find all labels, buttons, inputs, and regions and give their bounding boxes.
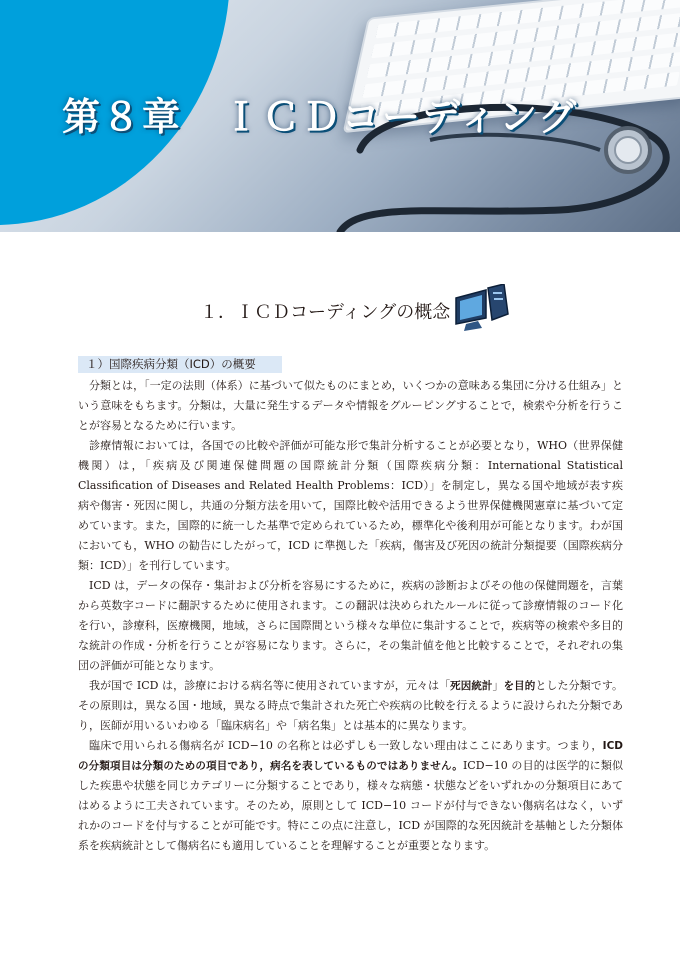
paragraph-4-bold-b: を目的 xyxy=(503,680,536,692)
chapter-header xyxy=(0,0,680,232)
subsection-heading: １）国際疾病分類（ICD）の概要 xyxy=(78,356,282,373)
paragraph-3: ICD は，データの保存・集計および分析を容易にするために，疾病の診断およびその他の保健問題を，言葉から英数字コードに翻訳するために使用されます。この翻訳は決められたルールに従って診療情報のコード化を行い，診療科，医療機関，地域，さらに国際間という様々な単位に集計することで，疾病等の検索や多目的な統計の作成・分析を行うことが容易になります。さらに，その集計値を他と比較することで，それぞれの集団の評価が可能となります。 xyxy=(78,579,623,672)
section-heading: １．ＩＣＤコーディングの概念 xyxy=(200,302,451,323)
paragraph-4 xyxy=(78,676,623,736)
paragraph-4-text-a: 我が国で ICD は，診療における病名等に使用されていますが，元々は「 xyxy=(89,679,451,692)
paragraph-4-text-c: とした分類です。その原則は，異なる国・地域，異なる時点で集計された死亡や疾病の比較を行えるように設けられた分類であり，医師が用いるいわゆる「臨床病名」や「病名集」とは基本的に異なります。 xyxy=(78,679,624,732)
paragraph-4-bold-a: 死因統計 xyxy=(450,680,493,692)
body-text xyxy=(78,376,623,856)
paragraph-1: 分類とは，「一定の法則（体系）に基づいて似たものにまとめ，いくつかの意味ある集団に分ける仕組み」という意味をもちます。分類は，大量に発生するデータや情報をグルーピングすることで，検索や分析を行うことが容易となるために行います。 xyxy=(78,379,623,432)
paragraph-5 xyxy=(78,736,623,856)
paragraph-5-text-b: ICD−10 の目的は医学的に類似した疾患や状態を同じカテゴリーに分類することであり，様々な病態・状態などをいずれかの分類項目にあてはめるように工夫されています。そのため，原則として ICD−10 コードが付与できない傷病名はなく，いずれかのコードを付与することが可能です。特にこの点に注意し，ICD が国際的な死因統計を基軸とした分類体系を疾病統計として傷病名にも適用していることを理解することが重要となります。 xyxy=(78,759,623,852)
paragraph-5-bold: ICD の分類項目は分類のための項目であり，病名を表しているものではありません。 xyxy=(78,740,623,772)
computer-icon xyxy=(452,284,512,334)
paragraph-2: 診療情報においては，各国での比較や評価が可能な形で集計分析することが必要となり，WHO（世界保健機関）は，「疾病及び関連保健問題の国際統計分類（国際疾病分類：International Statistical Classification of Diseases and Related Health Problems：ICD）」を制定し，異なる国や地域が表す疾病や傷害・死因に関し，共通の分類方法を用いて，国際比較や活用できるよう世界保健機関憲章に基づいて定めています。また，国際的に統一した基準で定められているため，標準化や後利用が可能となります。わが国においても，WHO の勧告にしたがって，ICD に準拠した「疾病，傷害及び死因の統計分類提要（国際疾病分類：ICD）」を刊行しています。 xyxy=(78,439,623,572)
paragraph-4-text-b: 」 xyxy=(492,679,504,692)
paragraph-5-text-a: 臨床で用いられる傷病名が ICD−10 の名称とは必ずしも一致しない理由はここにあります。つまり， xyxy=(89,739,603,752)
chapter-title: 第８章 ＩＣＤコーディング xyxy=(62,95,579,139)
